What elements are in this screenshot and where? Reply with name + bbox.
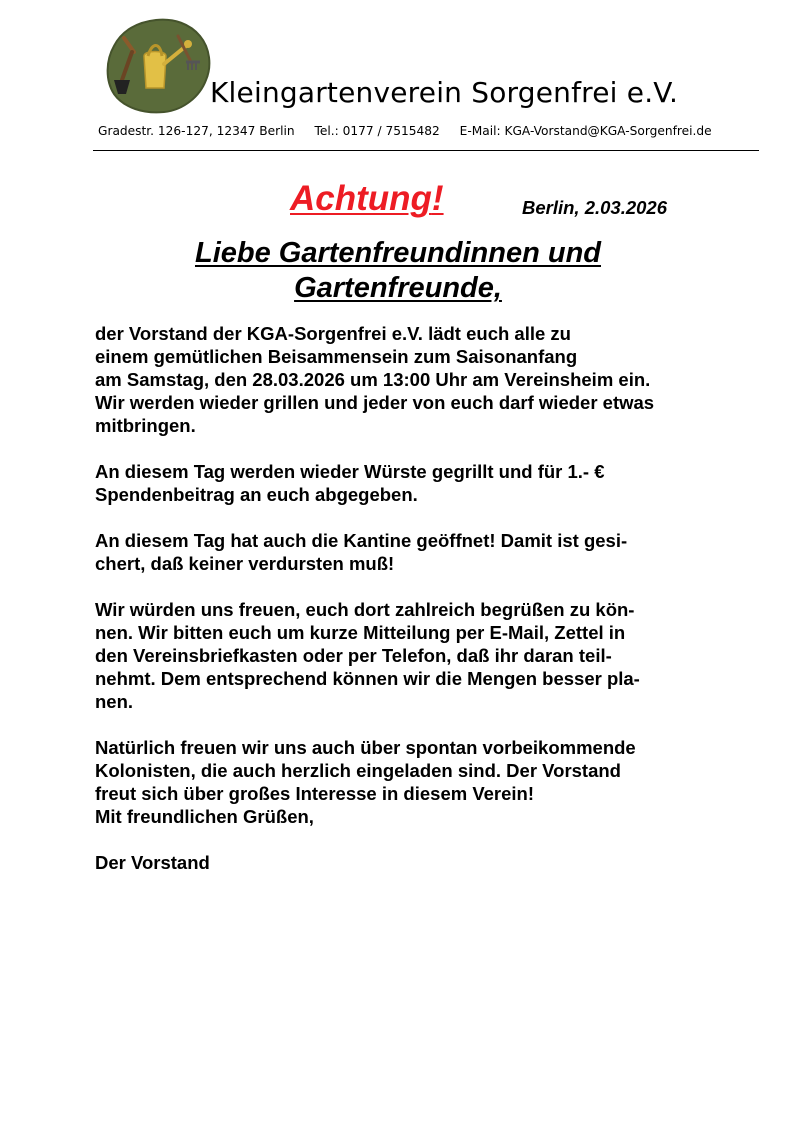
paragraph-canteen [95,529,755,575]
text-line: mitbringen. [95,415,196,436]
text-line: nen. [95,691,134,712]
text-line: einem gemütlichen Beisammensein zum Saisonanfang [95,346,578,367]
header-divider [93,150,759,151]
attention-heading [290,179,444,219]
club-logo [104,16,212,116]
text-line: Spendenbeitrag an euch abgegeben. [95,484,418,505]
salutation [93,236,703,306]
letter-body [95,322,755,897]
contact-info [98,124,712,138]
paragraph-invitation [95,322,755,437]
salutation-line: Liebe Gartenfreundinnen und [194,237,601,269]
paragraph-sausages [95,460,755,506]
text-line: Natürlich freuen wir uns auch über spontan vorbeikommende [95,737,636,758]
text-line: am Samstag, den 28.03.2026 um 13:00 Uhr am Vereinsheim ein. [95,369,651,390]
phone-number: Tel.: 0177 / 7515482 [314,124,440,138]
text-line: chert, daß keiner verdursten muß! [95,553,395,574]
text-line: Kolonisten, die auch herzlich eingeladen sind. Der Vorstand [95,760,621,781]
text-line: freut sich über großes Interesse in diesem Verein! [95,783,535,804]
salutation-line: Gartenfreunde, [294,272,502,304]
text-line: nehmt. Dem entsprechend können wir die Mengen besser pla- [95,668,640,689]
paragraph-rsvp [95,598,755,713]
text-line: nen. Wir bitten euch um kurze Mitteilung per E-Mail, Zettel in [95,622,626,643]
attention-exclamation: ! [431,179,444,218]
text-line: Wir würden uns freuen, euch dort zahlreich begrüßen zu kön- [95,599,635,620]
signature [95,851,755,874]
signature-text: Der Vorstand [95,852,210,873]
attention-word: Achtung [290,179,432,218]
text-line: An diesem Tag hat auch die Kantine geöffnet! Damit ist gesi- [95,530,628,551]
text-line: Mit freundlichen Grüßen, [95,806,314,827]
text-line: An diesem Tag werden wieder Würste gegrillt und für 1.- € [95,461,605,482]
organization-name: Kleingartenverein Sorgenfrei e.V. [210,76,679,109]
text-line: den Vereinsbriefkasten oder per Telefon, daß ihr daran teil- [95,645,612,666]
text-line: Wir werden wieder grillen und jeder von euch darf wieder etwas [95,392,655,413]
text-line: der Vorstand der KGA-Sorgenfrei e.V. lädt euch alle zu [95,323,571,344]
email-address: E-Mail: KGA-Vorstand@KGA-Sorgenfrei.de [459,124,712,138]
garden-tools-watering-can-icon [104,16,212,116]
place-date: Berlin, 2.03.2026 [522,197,668,218]
address: Gradestr. 126-127, 12347 Berlin [98,124,295,138]
paragraph-closing [95,736,755,828]
